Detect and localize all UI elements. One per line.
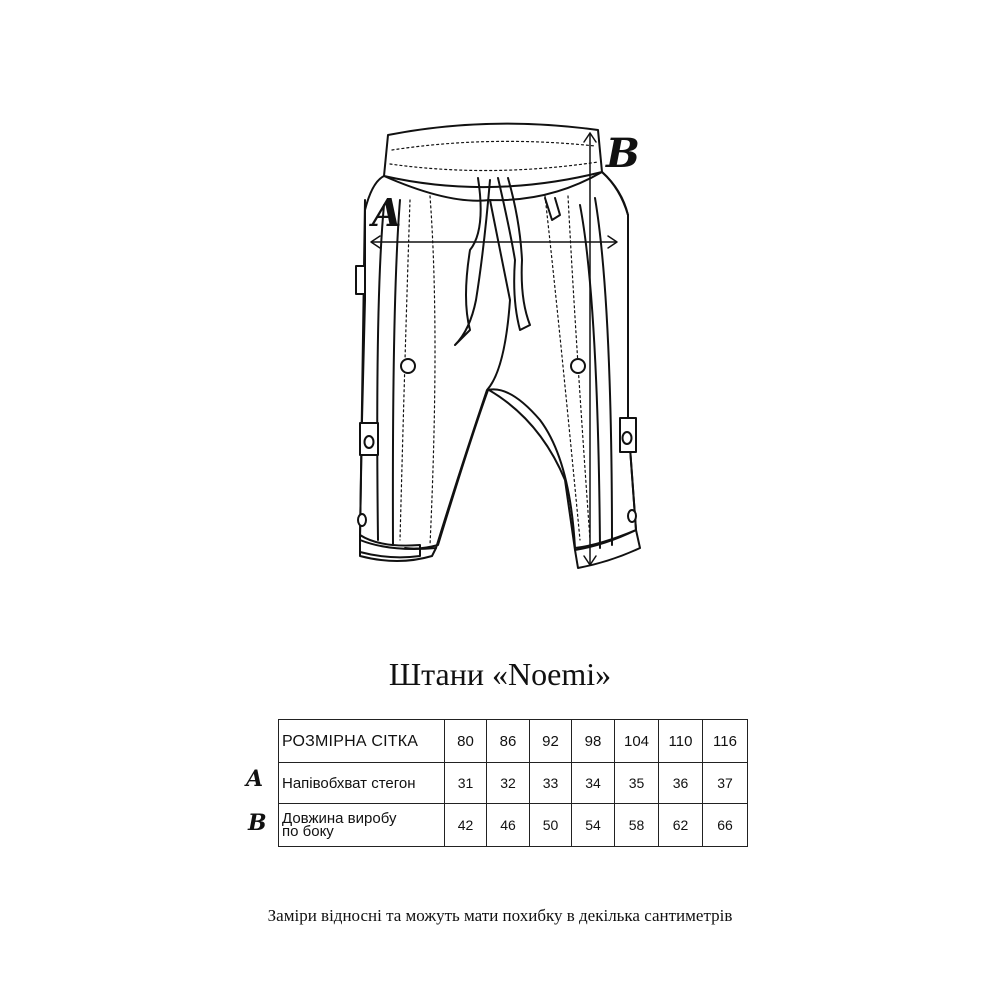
measurement-footnote: Заміри відносні та можуть мати похибку в декілька сантиметрів: [267, 906, 733, 925]
row-marker-b: B: [248, 810, 267, 836]
value-cell: 58: [615, 804, 659, 847]
size-cell: 80: [445, 720, 487, 763]
value-cell: 54: [572, 804, 615, 847]
size-cell: 98: [572, 720, 615, 763]
value-cell: 50: [530, 804, 572, 847]
waistband: [384, 124, 602, 188]
product-title: Штани «Noemi»: [388, 656, 612, 692]
size-table: [278, 719, 748, 847]
value-cell: 46: [487, 804, 530, 847]
pants-illustration: [330, 120, 670, 580]
table-row-hip: [279, 763, 748, 804]
size-cell: 110: [659, 720, 703, 763]
size-cell: 86: [487, 720, 530, 763]
row-label-length: Довжина виробу по боку: [279, 804, 445, 847]
value-cell: 66: [703, 804, 748, 847]
table-row-length: [279, 804, 748, 847]
marker-b-label: B: [606, 130, 640, 177]
row-marker-a: A: [246, 766, 264, 792]
value-cell: 32: [487, 763, 530, 804]
value-cell: 36: [659, 763, 703, 804]
value-cell: 34: [572, 763, 615, 804]
size-cell: 92: [530, 720, 572, 763]
marker-a-label: A: [372, 190, 402, 235]
size-table-title: РОЗМІРНА СІТКА: [279, 720, 445, 763]
value-cell: 33: [530, 763, 572, 804]
size-cell: 116: [703, 720, 748, 763]
value-cell: 35: [615, 763, 659, 804]
value-cell: 31: [445, 763, 487, 804]
row-label-hip: Напівобхват стегон: [279, 763, 445, 804]
size-header-row: [279, 720, 748, 763]
value-cell: 42: [445, 804, 487, 847]
value-cell: 37: [703, 763, 748, 804]
size-cell: 104: [615, 720, 659, 763]
value-cell: 62: [659, 804, 703, 847]
